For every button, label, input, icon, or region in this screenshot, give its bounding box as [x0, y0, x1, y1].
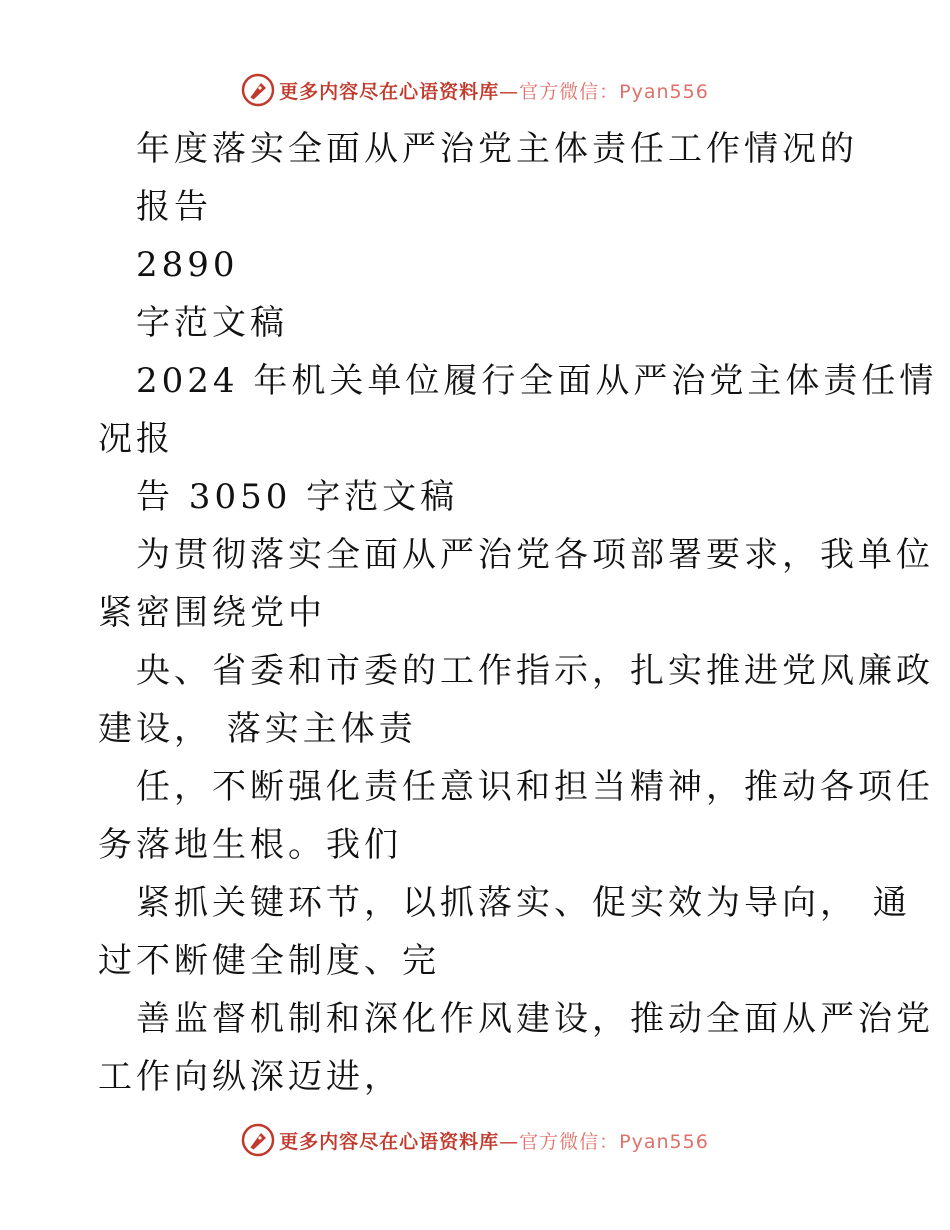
doc-line: 为贯彻落实全面从严治党各项部署要求，我单位 [136, 535, 934, 575]
doc-line: 报告 [136, 187, 212, 227]
header-banner-wechat: 官方微信：Pyan556 [519, 80, 709, 103]
doc-line: 过不断健全制度、完 [98, 941, 440, 981]
doc-line: 任，不断强化责任意识和担当精神，推动各项任 [136, 767, 934, 807]
doc-line: 善监督机制和深化作风建设，推动全面从严治党 [136, 999, 934, 1039]
doc-line: 紧密围绕党中 [98, 593, 326, 633]
doc-line: 务落地生根。我们 [98, 825, 402, 865]
header-banner-dash: — [499, 80, 520, 103]
doc-line: 2024 年机关单位履行全面从严治党主体责任情 [136, 361, 938, 401]
doc-line: 字范文稿 [136, 303, 288, 343]
pen-nib-logo-icon [241, 73, 275, 107]
footer-banner-dash: — [499, 1130, 520, 1153]
doc-line: 年度落实全面从严治党主体责任工作情况的 [136, 129, 858, 169]
doc-line: 告 3050 字范文稿 [136, 477, 459, 517]
doc-line: 2890 [136, 245, 239, 285]
header-banner-main: 更多内容尽在心语资料库 [279, 80, 500, 103]
doc-line: 建设， 落实主体责 [98, 709, 417, 749]
pen-nib-logo-icon [241, 1123, 275, 1157]
doc-line: 央、省委和市委的工作指示，扎实推进党风廉政 [136, 651, 934, 691]
footer-banner-main: 更多内容尽在心语资料库 [279, 1130, 500, 1153]
doc-line: 况报 [98, 419, 174, 459]
doc-line: 紧抓关键环节，以抓落实、促实效为导向， 通 [136, 883, 911, 923]
document-body [98, 120, 938, 1106]
footer-banner-wechat: 官方微信：Pyan556 [519, 1130, 709, 1153]
footer-banner [0, 1120, 950, 1160]
doc-line: 工作向纵深迈进， [98, 1057, 402, 1097]
header-banner [0, 70, 950, 110]
